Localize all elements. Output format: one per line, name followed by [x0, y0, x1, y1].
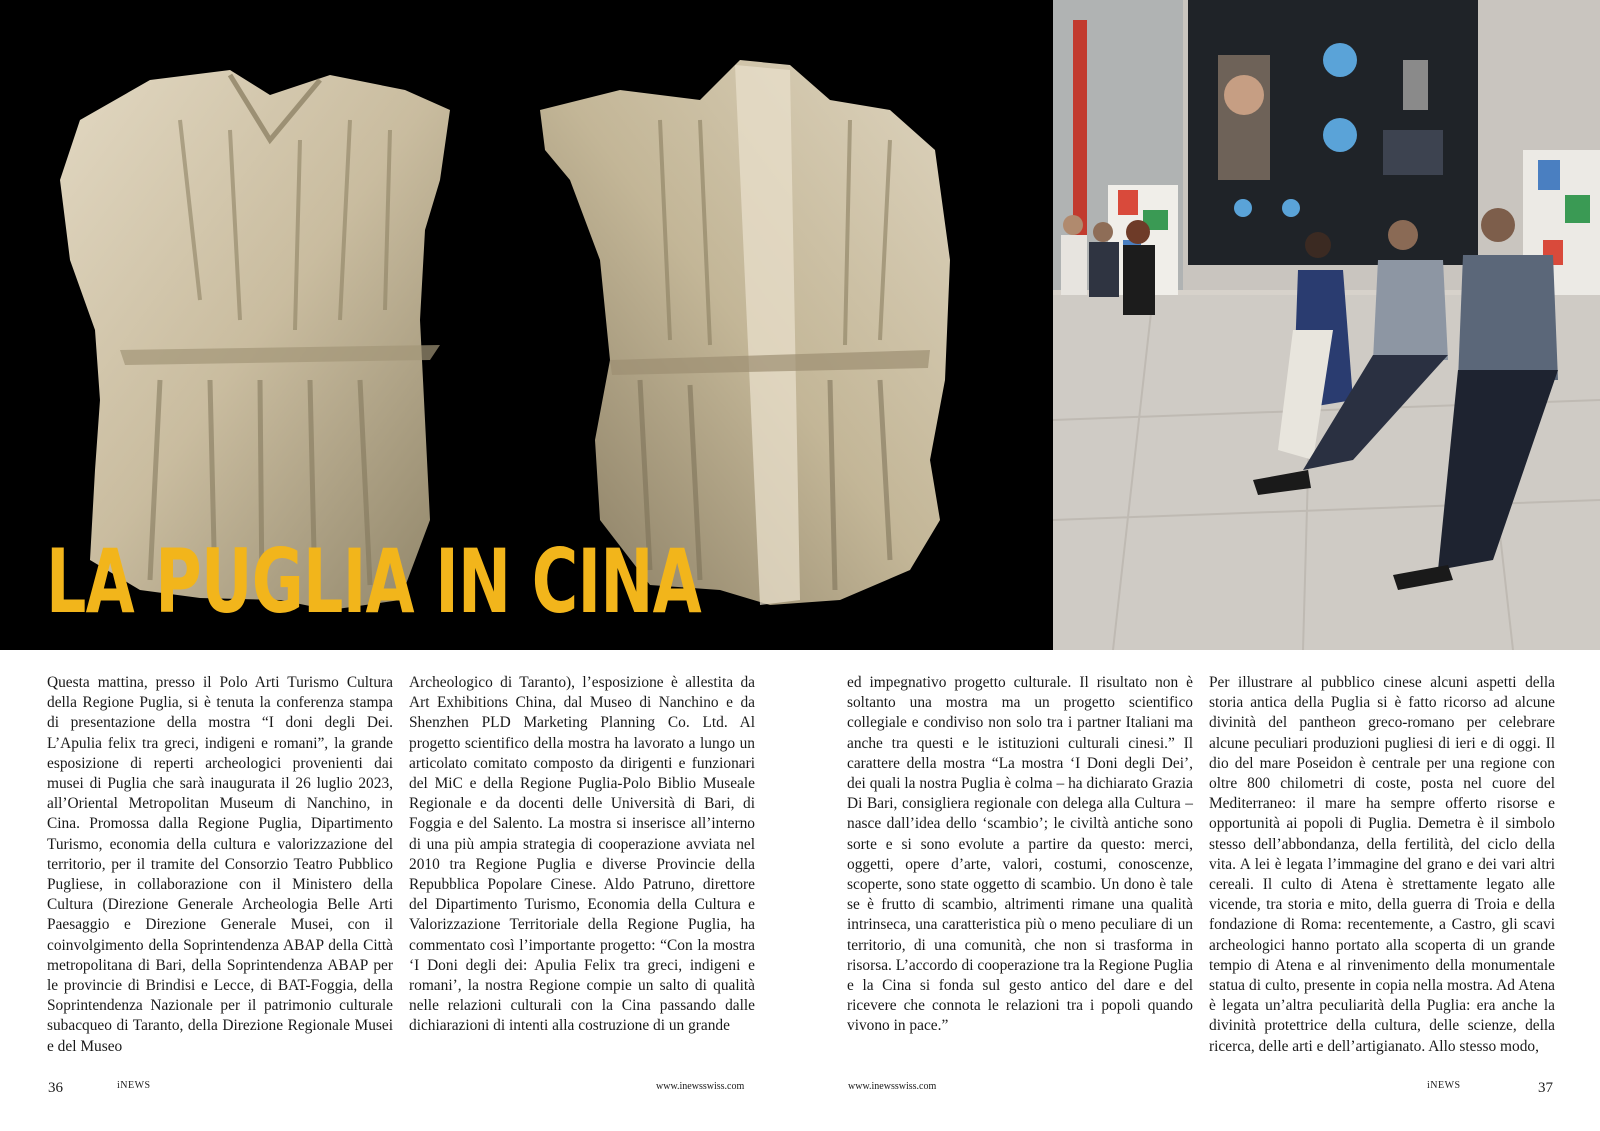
statue-front — [60, 70, 450, 610]
right-page-number: 37 — [1538, 1080, 1553, 1096]
article-column-3 — [847, 673, 1193, 1037]
right-website: www.inewsswiss.com — [848, 1081, 937, 1092]
article-column-4 — [1209, 673, 1555, 1057]
article-column-1 — [47, 673, 393, 1057]
statue-photo — [0, 0, 1053, 650]
left-website: www.inewsswiss.com — [656, 1081, 745, 1092]
press-conference-illustration — [1053, 0, 1600, 650]
left-magazine-name: iNEWS — [117, 1080, 151, 1091]
column-text: Archeologico di Taranto), l’esposizione è allestita da Art Exhibitions China, dal Museo di Nanchino e da Shenzhen PLD Marketing Planning Co. Ltd. Al progetto scientifico della mostra ha lavorato a lungo un articolato comitato composto da dirigenti e funzionari del MiC e della Regione Puglia-Polo Biblio Museale Regionale e da docenti delle Università di Bari, di Foggia e del Salento. La mostra si inserisce all’interno di una più ampia strategia di cooperazione avviata nel 2010 tra Regione Puglia e diverse Provincie della Repubblica Popolare Cinese. Aldo Patruno, direttore del Dipartimento Turismo, Economia della Cultura e Valorizzazione Territoriale della Regione Puglia, ha commentato così l’importante progetto: “Con la mostra ‘I Doni degli dei: Apulia Felix tra greci, indigeni e romani’, la nostra Regione compie un salto di qualità nelle relazioni culturali con la Cina passando dalle dichiarazioni di intenti alla costruzione di un grande — [409, 674, 755, 1035]
headline: LA PUGLIA IN CINA — [46, 530, 701, 633]
article-column-2 — [409, 673, 755, 1037]
statue-back — [540, 60, 950, 605]
column-text: Per illustrare al pubblico cinese alcuni aspetti della storia antica della Puglia si è fatto ricorso ad alcune divinità del pantheon greco-romano per celebrare alcune peculiari produzioni pugliesi di ieri e di oggi. Il dio del mare Poseidon è centrale per una regione con oltre 800 chilometri di coste, posta nel cuore del Mediterraneo: il mare ha sempre offerto risorse e opportunità ai popoli di Puglia. Demetra è il simbolo stesso dell’abbondanza, della fertilità, del ciclo della vita. A lei è legata l’immagine del grano e dei vari altri cereali. Il culto di Atena è strettamente legato alle vicende, tra storia e mito, della guerra di Troia e della fondazione di Roma: recentemente, a Castro, gli scavi archeologici hanno portato alla scoperta di un grande tempio di Atena e al rinvenimento della monumentale statua di culto, presente in copia nella mostra. Ad Atena è legata un’altra peculiarità della Puglia: era anche la divinità protettrice della cultura, delle scienze, della ricerca, delle arti e dell’artigianato. Allo stesso modo, — [1209, 674, 1555, 1055]
column-text: Questa mattina, presso il Polo Arti Turismo Cultura della Regione Puglia, si è tenuta la conferenza stampa di presentazione della mostra “I doni degli Dei. L’Apulia felix tra greci, indigeni e romani”, la grande esposizione di reperti archeologici provenienti dai musei di Puglia che sarà inaugurata il 26 luglio 2023, all’Oriental Metropolitan Museum di Nanchino, in Cina. Promossa dalla Regione Puglia, Dipartimento Turismo, economia della cultura e valorizzazione del territorio, per il tramite del Consorzio Teatro Pubblico Pugliese, in collaborazione con il Ministero della Cultura (Direzione Generale Archeologia Belle Arti Paesaggio e Direzione Generale Musei, con il coinvolgimento della Soprintendenza ABAP della Città metropolitana di Bari, della Soprintendenza ABAP per le provincie di Brindisi e Lecce, di BAT-Foggia, della Soprintendenza Nazionale per il patrimonio culturale subacqueo di Taranto, della Direzione Regionale Musei e del Museo — [47, 674, 393, 1055]
left-page-number: 36 — [48, 1080, 63, 1096]
column-text: ed impegnativo progetto culturale. Il risultato non è soltanto una mostra ma un progetto scientifico collegiale e condiviso non solo tra i partner Italiani ma anche tra questi e le istituzioni culturali cinesi.” Il carattere della mostra “La mostra ‘I Doni degli Dei’, dei quali la nostra Puglia è colma – ha dichiarato Grazia Di Bari, consigliera regionale con delega alla Cultura – nasce dall’idea dello ‘scambio’; le civiltà antiche sono sorte e si sono evolute a partire da questo: merci, oggetti, opere d’arte, valori, costumi, conoscenze, scoperte, sono state oggetto di scambio. Un dono è tale se è frutto di scambio, altrimenti rimane una qualità intrinseca, una caratteristica più o meno peculiare di un territorio, di una comunità, che non si trasforma in risorsa. L’accordo di cooperazione tra la Regione Puglia e la Cina si fonda sul gesto antico del dare e del ricevere che connota le relazioni tra i popoli quando vivono in pace.” — [847, 674, 1193, 1035]
right-magazine-name: iNEWS — [1427, 1080, 1461, 1091]
press-conference-photo — [1053, 0, 1600, 650]
